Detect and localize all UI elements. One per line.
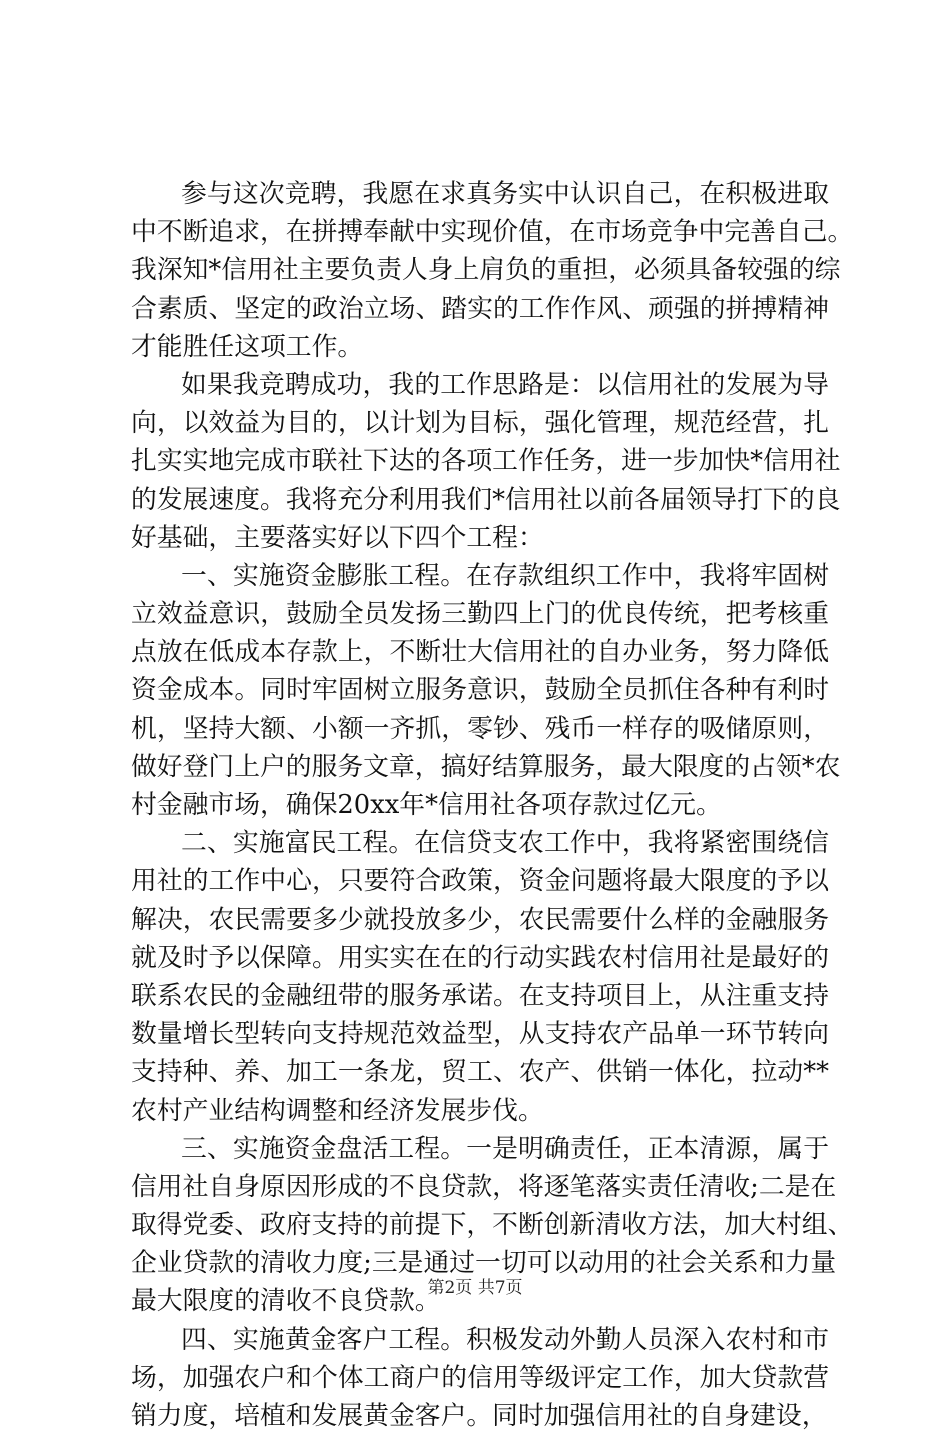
text-line: 如果我竞聘成功，我的工作思路是：以信用社的发展为导 [181, 369, 829, 400]
paragraph-project-one [131, 557, 841, 824]
paragraph-project-four [131, 1321, 829, 1435]
text-line: 点放在低成本存款上，不断壮大信用社的自办业务，努力降低 [131, 637, 829, 668]
text-line: 资金成本。同时牢固树立服务意识，鼓励全员抓住各种有利时 [131, 675, 829, 706]
text-line: 销力度，培植和发展黄金客户。同时加强信用社的自身建设， [131, 1401, 828, 1431]
text-line: 取得党委、政府支持的前提下，不断创新清收方法，加大村组、 [131, 1210, 854, 1241]
text-line: 机，坚持大额、小额一齐抓，零钞、残币一样存的吸储原则， [131, 713, 829, 744]
text-line: 三、实施资金盘活工程。一是明确责任，正本清源，属于 [181, 1133, 829, 1164]
text-line: 我深知*信用社主要负责人身上肩负的重担，必须具备较强的综 [131, 255, 841, 286]
text-line: 企业贷款的清收力度;三是通过一切可以动用的社会关系和力量 [131, 1248, 837, 1279]
text-line: 二、实施富民工程。在信贷支农工作中，我将紧密围绕信 [181, 828, 829, 859]
paragraph-project-two [131, 824, 829, 1130]
paragraph-participation [131, 175, 854, 366]
page-footer: 第2页 共7页 [427, 1278, 523, 1298]
text-line: 就及时予以保障。用实实在在的行动实践农村信用社是最好的 [131, 942, 829, 973]
text-line: 数量增长型转向支持规范效益型，从支持农产品单一环节转向 [131, 1019, 829, 1050]
text-line: 合素质、坚定的政治立场、踏实的工作作风、顽强的拼搏精神 [131, 293, 829, 324]
text-line: 一、实施资金膨胀工程。在存款组织工作中，我将牢固树 [181, 560, 829, 591]
text-line: 支持种、养、加工一条龙，贸工、农产、供销一体化，拉动** [131, 1057, 829, 1088]
text-line: 最大限度的清收不良贷款。 [131, 1286, 441, 1317]
text-line: 信用社自身原因形成的不良贷款，将逐笔落实责任清收;二是在 [131, 1171, 837, 1202]
document-body [131, 175, 854, 1435]
text-line: 好基础，主要落实好以下四个工程： [131, 522, 544, 553]
text-line: 用社的工作中心，只要符合政策，资金问题将最大限度的予以 [131, 866, 829, 897]
text-line: 农村产业结构调整和经济发展步伐。 [131, 1095, 544, 1126]
text-line: 做好登门上户的服务文章，搞好结算服务，最大限度的占领*农 [131, 751, 841, 782]
text-line: 参与这次竞聘，我愿在求真务实中认识自己，在积极进取 [181, 179, 829, 209]
text-line: 才能胜任这项工作。 [131, 331, 364, 362]
text-line: 四、实施黄金客户工程。积极发动外勤人员深入农村和市 [181, 1324, 829, 1355]
text-line: 扎实实地完成市联社下达的各项工作任务，进一步加快*信用社 [131, 446, 841, 477]
text-line: 场，加强农户和个体工商户的信用等级评定工作，加大贷款营 [131, 1362, 829, 1393]
text-line: 向，以效益为目的，以计划为目标，强化管理，规范经营，扎 [131, 408, 829, 439]
text-line: 的发展速度。我将充分利用我们*信用社以前各届领导打下的良 [131, 484, 841, 515]
text-line: 立效益意识，鼓励全员发扬三勤四上门的优良传统，把考核重 [131, 599, 829, 630]
text-line: 中不断追求，在拼搏奉献中实现价值，在市场竞争中完善自己。 [131, 217, 854, 248]
text-line: 村金融市场，确保20xx年*信用社各项存款过亿元。 [131, 790, 722, 820]
text-line: 联系农民的金融纽带的服务承诺。在支持项目上，从注重支持 [131, 980, 829, 1011]
paragraph-work-plan [131, 366, 841, 557]
text-line: 解决，农民需要多少就投放多少，农民需要什么样的金融服务 [131, 904, 829, 935]
